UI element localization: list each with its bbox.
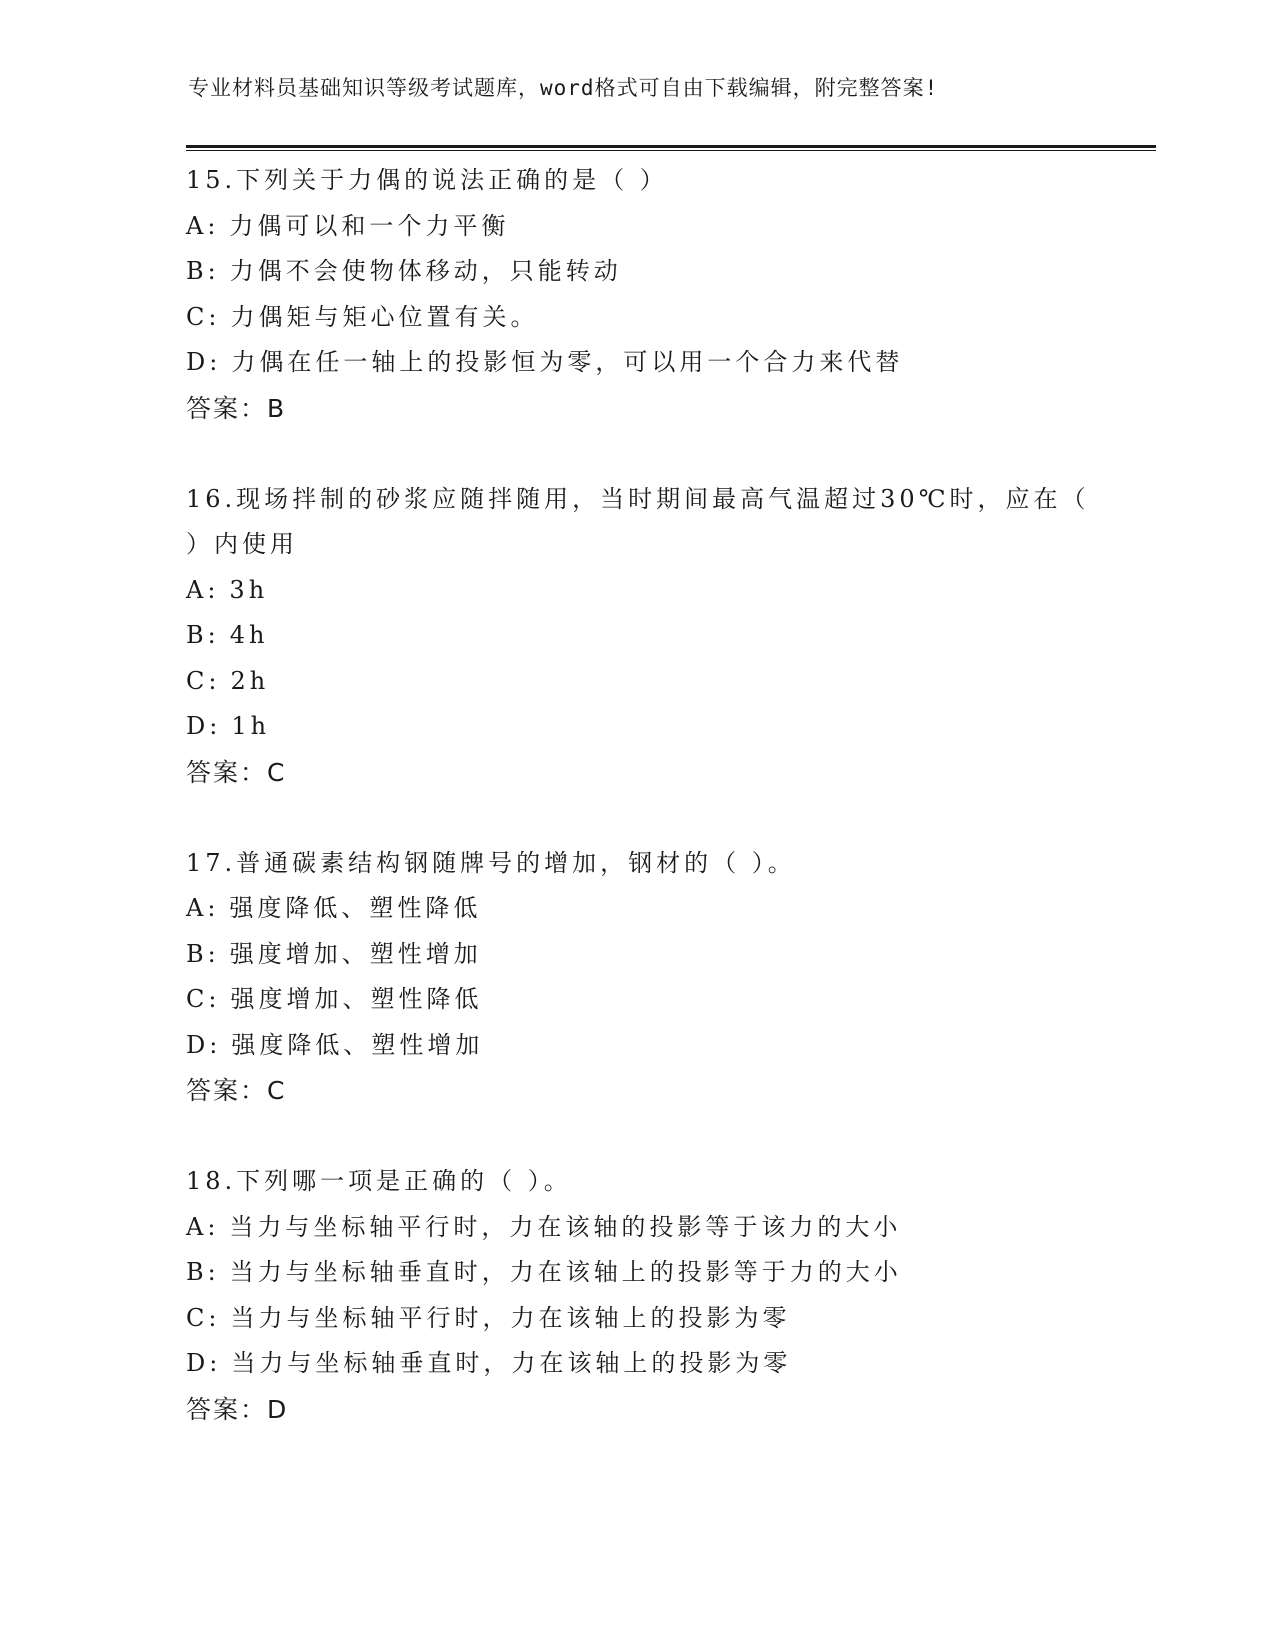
option-b bbox=[186, 1250, 1106, 1296]
option-label: D: bbox=[186, 1349, 222, 1377]
option-a bbox=[186, 204, 1106, 250]
option-text: 1h bbox=[231, 712, 271, 740]
option-d bbox=[186, 1023, 1106, 1069]
option-text: 强度增加、塑性增加 bbox=[229, 939, 482, 968]
question-18 bbox=[186, 1159, 1106, 1432]
question-stem: 17.普通碳素结构钢随牌号的增加，钢材的（ ）。 bbox=[186, 848, 796, 877]
option-label: C: bbox=[186, 666, 221, 695]
option-text: 力偶不会使物体移动，只能转动 bbox=[229, 257, 622, 285]
answer-line: 答案：C bbox=[186, 1076, 287, 1105]
question-15 bbox=[186, 158, 1106, 431]
option-text: 力偶在任一轴上的投影恒为零，可以用一个合力来代替 bbox=[231, 348, 904, 376]
option-label: A: bbox=[186, 211, 220, 240]
option-c bbox=[186, 1296, 1106, 1342]
option-label: A: bbox=[186, 575, 220, 604]
option-text: 当力与坐标轴垂直时，力在该轴上的投影等于力的大小 bbox=[229, 1258, 902, 1286]
question-stem: 18.下列哪一项是正确的（ ）。 bbox=[186, 1167, 572, 1195]
header-rule-thin bbox=[186, 150, 1156, 151]
option-c bbox=[186, 977, 1106, 1023]
question-stem: 15.下列关于力偶的说法正确的是（ ） bbox=[186, 166, 668, 194]
option-a bbox=[186, 568, 1106, 614]
option-text: 强度降低、塑性降低 bbox=[229, 894, 482, 922]
option-text: 3h bbox=[229, 575, 269, 604]
option-text: 当力与坐标轴平行时，力在该轴上的投影为零 bbox=[230, 1303, 791, 1332]
option-label: A: bbox=[186, 894, 220, 922]
option-a bbox=[186, 886, 1106, 932]
option-text: 4h bbox=[229, 621, 269, 649]
option-c bbox=[186, 295, 1106, 341]
option-label: D: bbox=[186, 712, 222, 740]
option-d bbox=[186, 1341, 1106, 1387]
page-header: 专业材料员基础知识等级考试题库，word格式可自由下载编辑，附完整答案! bbox=[188, 76, 939, 100]
option-label: C: bbox=[186, 302, 221, 331]
option-label: B: bbox=[186, 257, 220, 285]
option-text: 2h bbox=[230, 666, 270, 695]
option-text: 力偶可以和一个力平衡 bbox=[229, 211, 510, 240]
option-a bbox=[186, 1205, 1106, 1251]
option-text: 强度增加、塑性降低 bbox=[230, 985, 483, 1013]
option-b bbox=[186, 932, 1106, 978]
answer-line: 答案：B bbox=[186, 393, 287, 423]
option-b bbox=[186, 249, 1106, 295]
option-label: C: bbox=[186, 985, 221, 1013]
answer-line: 答案：C bbox=[186, 757, 287, 787]
option-label: C: bbox=[186, 1303, 221, 1332]
option-d bbox=[186, 340, 1106, 386]
option-text: 强度降低、塑性增加 bbox=[231, 1030, 484, 1059]
option-b bbox=[186, 613, 1106, 659]
option-text: 力偶矩与矩心位置有关。 bbox=[230, 302, 539, 331]
option-d bbox=[186, 704, 1106, 750]
option-label: B: bbox=[186, 621, 220, 649]
header-rule-thick bbox=[186, 145, 1156, 148]
question-17 bbox=[186, 841, 1106, 1114]
question-stem: 16.现场拌制的砂浆应随拌随用，当时期间最高气温超过30℃时，应在（ ）内使用 bbox=[186, 484, 1090, 558]
option-text: 当力与坐标轴垂直时，力在该轴上的投影为零 bbox=[231, 1349, 792, 1377]
answer-line: 答案：D bbox=[186, 1394, 289, 1424]
option-label: B: bbox=[186, 1258, 220, 1286]
question-16 bbox=[186, 477, 1106, 796]
option-label: D: bbox=[186, 1030, 222, 1059]
option-c bbox=[186, 659, 1106, 705]
option-label: D: bbox=[186, 348, 222, 376]
option-text: 当力与坐标轴平行时，力在该轴的投影等于该力的大小 bbox=[229, 1212, 902, 1241]
option-label: A: bbox=[186, 1212, 220, 1241]
question-list bbox=[186, 158, 1106, 1478]
option-label: B: bbox=[186, 939, 220, 968]
